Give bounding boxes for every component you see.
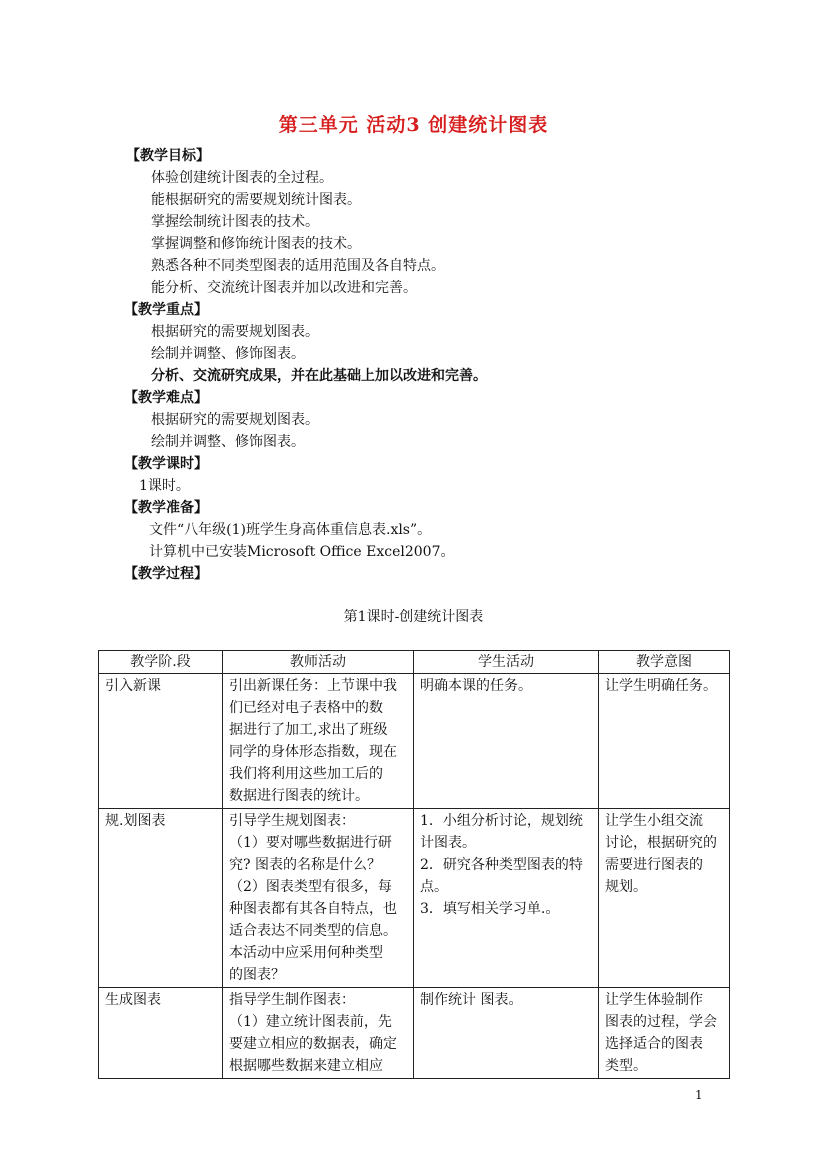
cell-line: 让学生明确任务。 bbox=[605, 678, 717, 694]
cell-line: 引导学生规划图表： bbox=[229, 813, 355, 829]
cell-line: 我们将利用这些加工后的 bbox=[229, 766, 383, 782]
cell-line: 数据进行图表的统计。 bbox=[229, 788, 369, 804]
section-key-points bbox=[124, 299, 487, 387]
table-row bbox=[99, 809, 730, 988]
teacher-cell bbox=[223, 674, 414, 809]
cell-line: 的图表？ bbox=[229, 967, 285, 983]
cell-line: 选择适合的图表 bbox=[605, 1036, 703, 1052]
cell-line: 需要进行图表的 bbox=[605, 857, 703, 873]
cell-line: 让学生小组交流 bbox=[605, 813, 703, 829]
lesson-subtitle: 第1课时-创建统计图表 bbox=[343, 609, 484, 625]
header-stage: 教学阶.段 bbox=[99, 651, 223, 674]
cell-line: 究? 图表的名称是什么？ bbox=[229, 857, 381, 873]
cell-line: （2）图表类型有很多，每 bbox=[229, 879, 392, 895]
cell-line: （1）要对哪些数据进行研 bbox=[229, 835, 392, 851]
cell-line: 引出新课任务：上节课中我 bbox=[229, 678, 397, 694]
cell-line: 制作统计 图表。 bbox=[420, 992, 523, 1008]
intent-cell bbox=[599, 674, 730, 809]
cell-line: 1．小组分析讨论，规划统 bbox=[420, 813, 583, 829]
cell-line: 本活动中应采用何种类型 bbox=[229, 945, 383, 961]
student-cell bbox=[414, 988, 599, 1079]
hours-heading: 【教学课时】 bbox=[124, 456, 208, 472]
section-hours bbox=[124, 453, 208, 497]
goal-item: 体验创建统计图表的全过程。 bbox=[151, 170, 333, 186]
difficulties-heading: 【教学难点】 bbox=[124, 390, 208, 406]
cell-line: 点。 bbox=[420, 879, 448, 895]
intent-cell bbox=[599, 988, 730, 1079]
section-preparation bbox=[124, 497, 454, 585]
page-number: 1 bbox=[695, 1088, 703, 1102]
section-difficulties bbox=[124, 387, 319, 453]
cell-line: 讨论，根据研究的 bbox=[605, 835, 717, 851]
goal-item: 熟悉各种不同类型图表的适用范围及各自特点。 bbox=[151, 258, 445, 274]
cell-line: 2．研究各种类型图表的特 bbox=[420, 857, 583, 873]
cell-line: 据进行了加工,求出了班级 bbox=[229, 722, 388, 738]
preparation-item: 文件“八年级(1)班学生身高体重信息表.xls”。 bbox=[149, 522, 432, 538]
difficulty-item: 绘制并调整、修饰图表。 bbox=[151, 434, 305, 450]
cell-line: 明确本课的任务。 bbox=[420, 678, 532, 694]
header-student: 学生活动 bbox=[414, 651, 599, 674]
header-teacher: 教师活动 bbox=[223, 651, 414, 674]
table-row bbox=[99, 674, 730, 809]
stage-cell: 规.划图表 bbox=[99, 809, 223, 988]
preparation-heading: 【教学准备】 bbox=[124, 500, 208, 516]
teacher-cell bbox=[223, 988, 414, 1079]
process-heading: 【教学过程】 bbox=[124, 566, 208, 582]
header-intent: 教学意图 bbox=[599, 651, 730, 674]
cell-line: 指导学生制作图表： bbox=[229, 992, 355, 1008]
student-cell bbox=[414, 809, 599, 988]
goal-item: 掌握绘制统计图表的技术。 bbox=[151, 214, 319, 230]
cell-line: 计图表。 bbox=[420, 835, 476, 851]
cell-line: 根据哪些数据来建立相应 bbox=[229, 1058, 383, 1074]
teacher-cell bbox=[223, 809, 414, 988]
key-point-item: 根据研究的需要规划图表。 bbox=[151, 324, 319, 340]
table-header-row bbox=[99, 651, 730, 674]
key-points-heading: 【教学重点】 bbox=[124, 302, 208, 318]
difficulty-item: 根据研究的需要规划图表。 bbox=[151, 412, 319, 428]
intent-cell bbox=[599, 809, 730, 988]
process-table bbox=[98, 650, 730, 1079]
student-cell bbox=[414, 674, 599, 809]
stage-cell: 生成图表 bbox=[99, 988, 223, 1079]
cell-line: 3．填写相关学习单.。 bbox=[420, 901, 560, 917]
cell-line: （1）建立统计图表前，先 bbox=[229, 1014, 392, 1030]
cell-line: 同学的身体形态指数，现在 bbox=[229, 744, 397, 760]
cell-line: 适合表达不同类型的信息。 bbox=[229, 923, 397, 939]
hours-item: 1课时。 bbox=[139, 478, 190, 494]
cell-line: 种图表都有其各自特点，也 bbox=[229, 901, 397, 917]
goals-heading: 【教学目标】 bbox=[126, 148, 210, 164]
stage-cell: 引入新课 bbox=[99, 674, 223, 809]
key-point-item: 绘制并调整、修饰图表。 bbox=[151, 346, 305, 362]
document-title: 第三单元 活动3 创建统计图表 bbox=[278, 114, 549, 136]
cell-line: 类型。 bbox=[605, 1058, 647, 1074]
key-point-item: 分析、交流研究成果，并在此基础上加以改进和完善。 bbox=[151, 368, 487, 384]
cell-line: 规划。 bbox=[605, 879, 647, 895]
goal-item: 掌握调整和修饰统计图表的技术。 bbox=[151, 236, 361, 252]
goal-item: 能分析、交流统计图表并加以改进和完善。 bbox=[151, 280, 417, 296]
cell-line: 要建立相应的数据表，确定 bbox=[229, 1036, 397, 1052]
table-row bbox=[99, 988, 730, 1079]
cell-line: 让学生体验制作 bbox=[605, 992, 703, 1008]
preparation-item: 计算机中已安装Microsoft Office Excel2007。 bbox=[149, 544, 455, 560]
cell-line: 们已经对电子表格中的数 bbox=[229, 700, 383, 716]
cell-line: 图表的过程，学会 bbox=[605, 1014, 717, 1030]
section-goals bbox=[126, 145, 445, 299]
goal-item: 能根据研究的需要规划统计图表。 bbox=[151, 192, 361, 208]
